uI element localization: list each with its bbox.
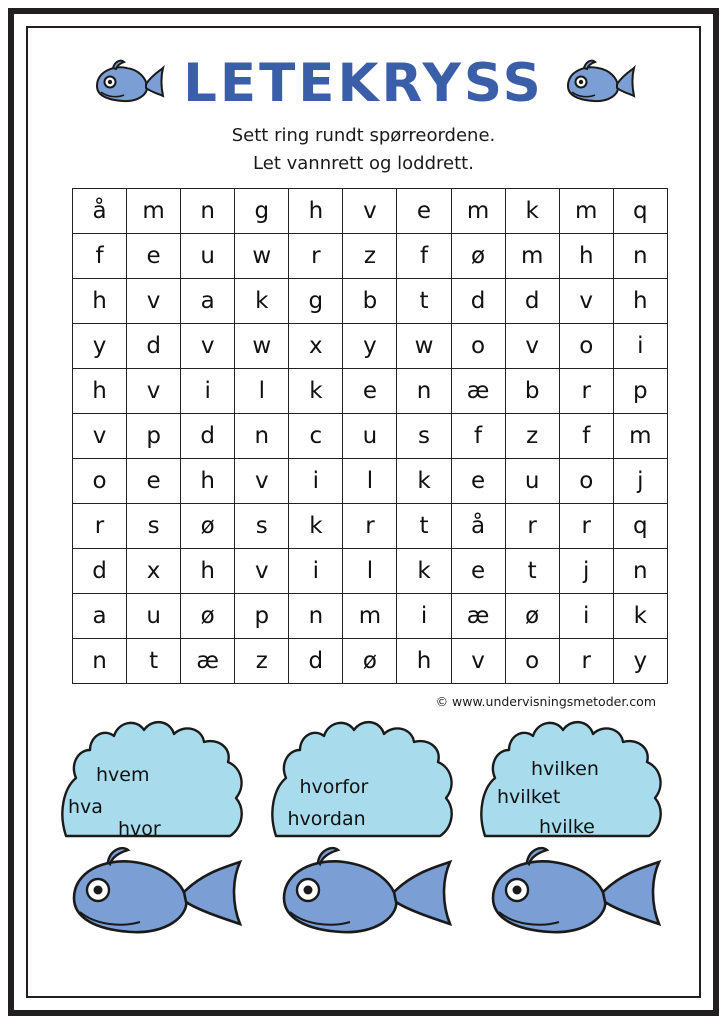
grid-cell[interactable]: m [613,414,667,459]
grid-cell[interactable]: x [127,549,181,594]
grid-cell[interactable]: f [451,414,505,459]
grid-cell[interactable]: æ [451,369,505,414]
word-hvorfor: hvorfor [299,776,369,798]
grid-row [73,594,668,639]
grid-cell[interactable]: v [505,324,559,369]
grid-cell[interactable]: x [289,324,343,369]
grid-cell[interactable]: j [613,459,667,504]
grid-cell[interactable]: o [559,324,613,369]
grid-cell[interactable]: n [613,234,667,279]
whale-icon [62,842,248,946]
grid-cell[interactable]: d [451,279,505,324]
grid-cell[interactable]: h [73,369,127,414]
grid-cell[interactable]: n [289,594,343,639]
word-group-2-words [266,742,462,842]
grid-cell[interactable]: t [505,549,559,594]
grid-row [73,279,668,324]
word-hvordan: hvordan [287,808,366,830]
word-bank [56,716,671,966]
grid-cell[interactable]: ø [181,594,235,639]
grid-cell[interactable]: r [289,234,343,279]
grid-cell[interactable]: u [343,414,397,459]
grid-cell[interactable]: m [559,189,613,234]
grid-cell[interactable]: k [235,279,289,324]
word-group-3-words [475,742,671,842]
grid-cell[interactable]: p [127,414,181,459]
whale-icon [562,56,636,110]
grid-cell[interactable]: r [559,639,613,684]
grid-row [73,324,668,369]
grid-cell[interactable]: e [451,459,505,504]
grid-cell[interactable]: d [505,279,559,324]
grid-cell[interactable]: z [235,639,289,684]
grid-cell[interactable]: i [289,459,343,504]
grid-cell[interactable]: k [613,594,667,639]
grid-cell[interactable]: i [181,369,235,414]
word-group-1-words [56,742,252,842]
grid-cell[interactable]: ø [343,639,397,684]
word-hva: hva [68,796,103,818]
instruction-line-2: Let vannrett og loddrett. [253,153,474,174]
grid-cell[interactable]: ø [505,594,559,639]
grid-cell[interactable]: v [181,324,235,369]
grid-row [73,504,668,549]
grid-cell[interactable]: p [613,369,667,414]
grid-cell[interactable]: t [397,279,451,324]
grid-cell[interactable]: h [181,459,235,504]
grid-cell[interactable]: u [181,234,235,279]
grid-cell[interactable]: n [235,414,289,459]
grid-cell[interactable]: v [235,549,289,594]
grid-cell[interactable]: å [451,504,505,549]
grid-cell[interactable]: k [397,549,451,594]
grid-cell[interactable]: i [289,549,343,594]
word-group-3 [475,716,671,966]
grid-row [73,369,668,414]
grid-row [73,189,668,234]
grid-cell[interactable]: h [613,279,667,324]
word-hvilken: hvilken [531,758,599,780]
word-hvilke: hvilke [539,816,595,838]
grid-cell[interactable]: g [235,189,289,234]
word-hvor: hvor [118,818,161,840]
whale-icon [91,56,165,110]
grid-cell[interactable]: f [397,234,451,279]
grid-cell[interactable]: f [73,234,127,279]
grid-cell[interactable]: s [235,504,289,549]
grid-cell[interactable]: v [451,639,505,684]
grid-cell[interactable]: m [451,189,505,234]
grid-cell[interactable]: l [235,369,289,414]
whale-icon [481,842,667,946]
grid-cell[interactable]: q [613,189,667,234]
grid-cell[interactable]: m [343,594,397,639]
grid-cell[interactable]: n [613,549,667,594]
grid-cell[interactable]: ø [451,234,505,279]
grid-cell[interactable]: o [559,459,613,504]
grid-cell[interactable]: v [127,369,181,414]
grid-cell[interactable]: k [289,504,343,549]
grid-cell[interactable]: h [181,549,235,594]
whale-icon [272,842,458,946]
word-group-2 [266,716,462,966]
grid-cell[interactable]: a [73,594,127,639]
grid-cell[interactable]: w [235,234,289,279]
grid-cell[interactable]: w [397,324,451,369]
grid-cell[interactable]: d [73,549,127,594]
grid-cell[interactable]: k [505,189,559,234]
word-hvem: hvem [96,764,150,786]
grid-cell[interactable]: u [127,594,181,639]
letter-grid [72,188,668,684]
word-search-grid [72,188,656,684]
grid-cell[interactable]: h [559,234,613,279]
grid-cell[interactable]: g [289,279,343,324]
grid-cell[interactable]: d [289,639,343,684]
grid-cell[interactable]: m [505,234,559,279]
grid-cell[interactable]: e [127,459,181,504]
grid-cell[interactable]: k [289,369,343,414]
grid-cell[interactable]: h [73,279,127,324]
grid-cell[interactable]: e [343,369,397,414]
grid-cell[interactable]: e [127,234,181,279]
grid-cell[interactable]: r [343,504,397,549]
grid-cell[interactable]: p [235,594,289,639]
grid-cell[interactable]: s [127,504,181,549]
grid-row [73,459,668,504]
grid-cell[interactable]: æ [451,594,505,639]
grid-cell[interactable]: o [505,639,559,684]
grid-cell[interactable]: r [559,369,613,414]
grid-cell[interactable]: r [505,504,559,549]
word-group-1 [56,716,252,966]
word-hvilket: hvilket [497,786,561,808]
grid-cell[interactable]: z [343,234,397,279]
instructions [26,122,701,178]
grid-cell[interactable]: y [613,639,667,684]
grid-cell[interactable]: m [127,189,181,234]
grid-cell[interactable]: e [397,189,451,234]
instruction-line-1: Sett ring rundt spørreordene. [231,125,496,146]
grid-cell[interactable]: e [451,549,505,594]
grid-cell[interactable]: r [73,504,127,549]
grid-cell[interactable]: a [181,279,235,324]
grid-cell[interactable]: z [505,414,559,459]
grid-cell[interactable]: h [289,189,343,234]
grid-cell[interactable]: i [397,594,451,639]
grid-cell[interactable]: v [127,279,181,324]
grid-cell[interactable]: r [559,504,613,549]
grid-row [73,639,668,684]
credit-text: © www.undervisningsmetoder.com [435,694,656,709]
grid-cell[interactable]: t [397,504,451,549]
grid-cell[interactable]: b [343,279,397,324]
grid-cell[interactable]: l [343,549,397,594]
grid-cell[interactable]: k [397,459,451,504]
grid-cell[interactable]: v [73,414,127,459]
grid-cell[interactable]: u [505,459,559,504]
page-header [26,40,701,126]
grid-cell[interactable]: i [559,594,613,639]
grid-cell[interactable]: w [235,324,289,369]
grid-cell[interactable]: n [73,639,127,684]
grid-cell[interactable]: y [73,324,127,369]
grid-cell[interactable]: d [181,414,235,459]
grid-cell[interactable]: å [73,189,127,234]
grid-cell[interactable]: q [613,504,667,549]
grid-cell[interactable]: c [289,414,343,459]
grid-cell[interactable]: n [181,189,235,234]
grid-cell[interactable]: l [343,459,397,504]
grid-cell[interactable]: y [343,324,397,369]
grid-cell[interactable]: n [397,369,451,414]
grid-cell[interactable]: b [505,369,559,414]
page-title: LETEKRYSS [183,52,544,114]
grid-cell[interactable]: o [451,324,505,369]
page-content [26,26,701,998]
grid-cell[interactable]: ø [181,504,235,549]
grid-row [73,234,668,279]
grid-cell[interactable]: æ [181,639,235,684]
grid-cell[interactable]: d [127,324,181,369]
grid-cell[interactable]: o [73,459,127,504]
grid-cell[interactable]: f [559,414,613,459]
grid-row [73,414,668,459]
grid-cell[interactable]: v [559,279,613,324]
grid-cell[interactable]: t [127,639,181,684]
grid-cell[interactable]: h [397,639,451,684]
grid-cell[interactable]: v [343,189,397,234]
grid-cell[interactable]: j [559,549,613,594]
grid-row [73,549,668,594]
grid-cell[interactable]: s [397,414,451,459]
grid-cell[interactable]: v [235,459,289,504]
grid-cell[interactable]: i [613,324,667,369]
